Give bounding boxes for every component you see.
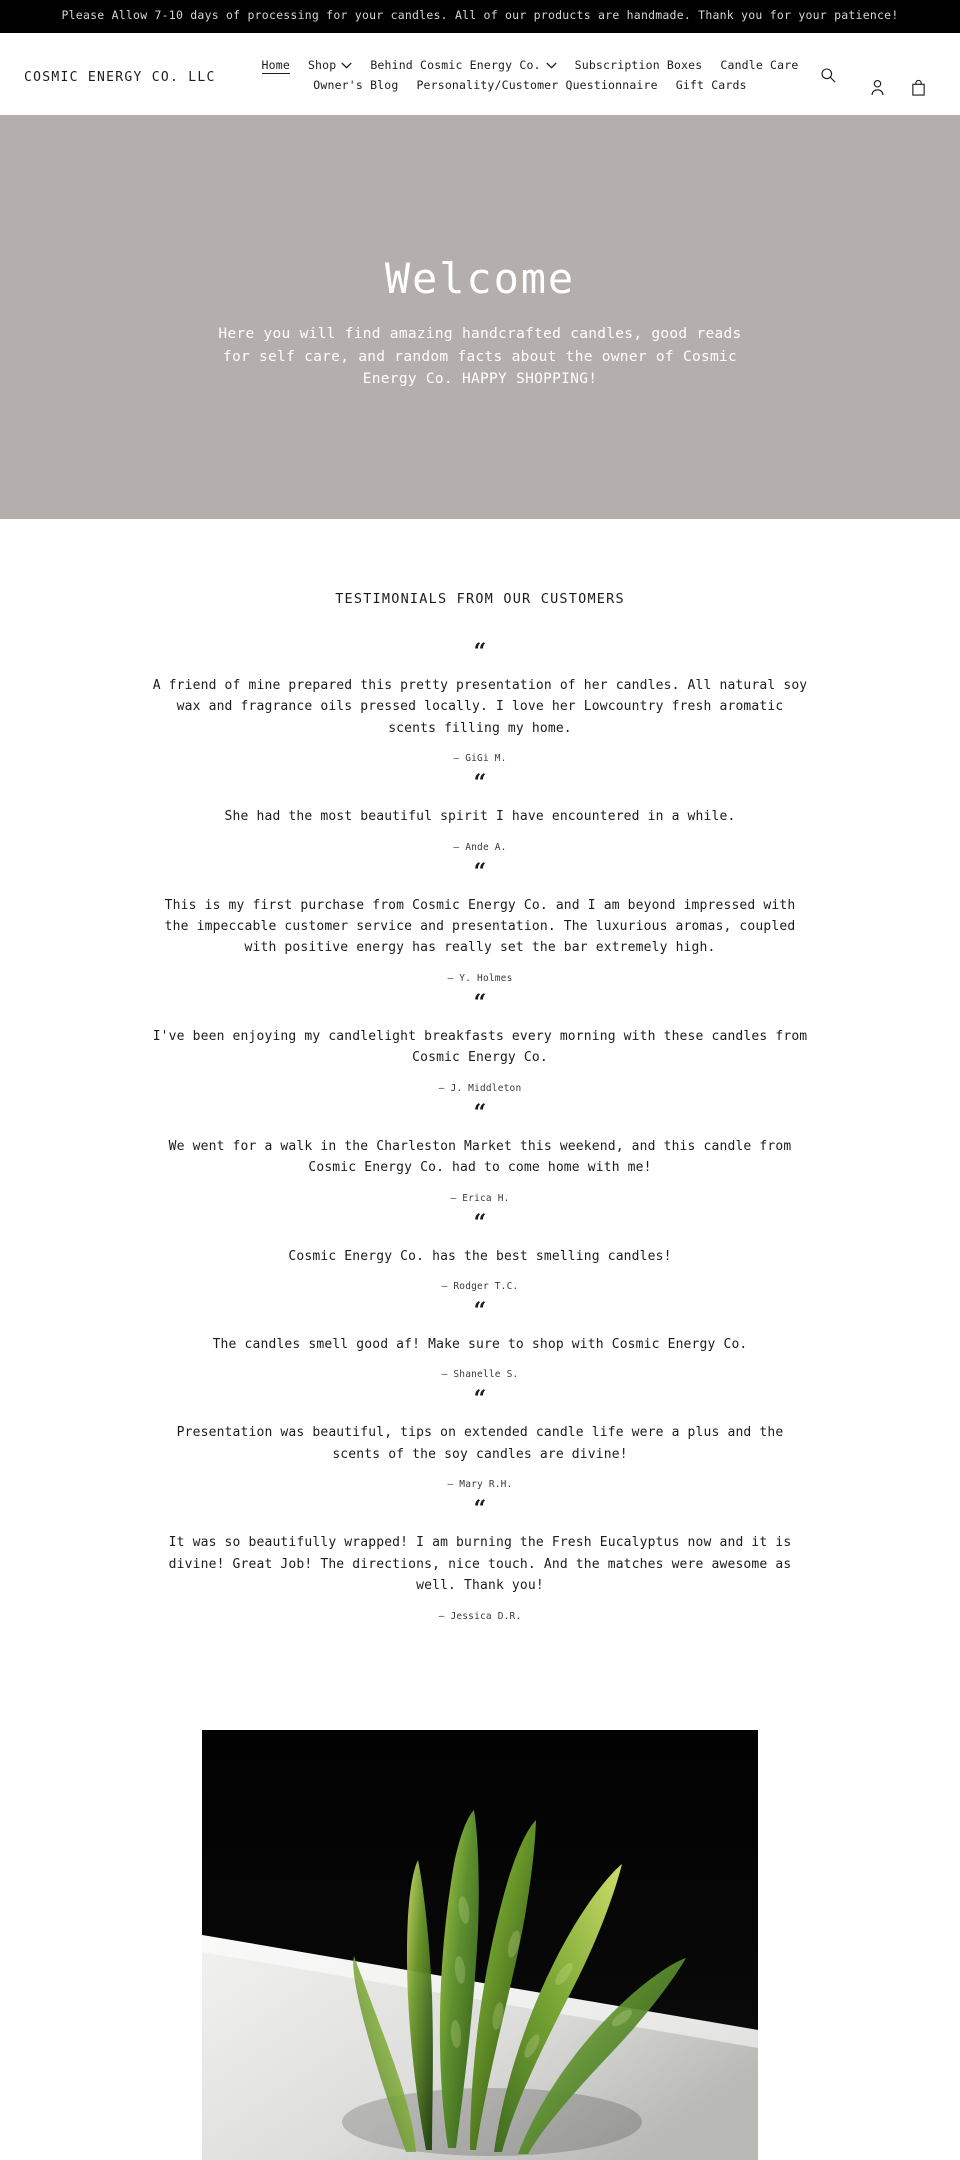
testimonial-text: We went for a walk in the Charleston Market this weekend, and this candle from Cosmic Energy Co. had to come home with me! — [168, 1138, 792, 1176]
nav-item-label: Candle Care — [720, 57, 799, 72]
nav-item-gift-cards[interactable] — [667, 75, 756, 95]
testimonial-author: — Y. Holmes — [447, 972, 513, 984]
nav-item-label: Home — [261, 57, 290, 72]
testimonial-text: It was so beautifully wrapped! I am burning the Fresh Eucalyptus now and it is divine! Great Job! The directions, nice touch. And the matches were awesome as well. Thank you! — [168, 1535, 792, 1594]
main-navigation — [250, 55, 810, 95]
search-icon[interactable] — [814, 61, 842, 89]
nav-item-behind-cosmic-energy-co[interactable] — [361, 55, 565, 75]
testimonial-text: I've been enjoying my candlelight breakfasts every morning with these candles from Cosmic Energy Co. — [152, 1028, 808, 1066]
site-header — [0, 33, 960, 115]
cart-icon[interactable] — [909, 77, 928, 98]
nav-item-label: Gift Cards — [675, 77, 747, 92]
hero-section — [0, 115, 960, 519]
logo-block — [24, 51, 224, 88]
nav-item-label: Personality/Customer Questionnaire — [416, 77, 658, 92]
testimonial-item — [130, 1498, 830, 1629]
nav-item-label: Owner's Blog — [313, 77, 399, 92]
testimonial-item — [130, 1388, 830, 1498]
quote-icon: “ — [473, 1099, 487, 1126]
testimonial-item — [130, 1099, 830, 1212]
chevron-down-icon — [341, 62, 352, 69]
testimonial-list — [0, 638, 960, 1630]
header-icons — [868, 51, 936, 98]
quote-icon: “ — [473, 1298, 487, 1325]
testimonial-author: — Rodger T.C. — [441, 1281, 519, 1293]
nav-item-label: Subscription Boxes — [574, 57, 703, 72]
snake-plant-photo — [202, 1730, 758, 2160]
testimonial-author: — Jessica D.R. — [438, 1610, 522, 1622]
testimonial-text: The candles smell good af! Make sure to shop with Cosmic Energy Co. — [212, 1337, 748, 1353]
nav-item-owner-s-blog[interactable] — [304, 75, 407, 95]
testimonial-text: Cosmic Energy Co. has the best smelling candles! — [288, 1248, 672, 1264]
quote-icon: “ — [473, 1209, 487, 1236]
nav-item-personality-customer-questionnaire[interactable] — [407, 75, 666, 95]
quote-icon: “ — [473, 989, 487, 1016]
quote-icon: “ — [473, 1496, 487, 1523]
quote-icon: “ — [473, 858, 487, 885]
hero-title: Welcome — [384, 253, 576, 303]
quote-icon: “ — [473, 770, 487, 797]
testimonial-item — [130, 1300, 830, 1388]
site-logo[interactable]: COSMIC ENERGY CO. LLC — [24, 69, 216, 85]
testimonial-text: A friend of mine prepared this pretty presentation of her candles. All natural soy wax and fragrance oils pressed locally. I love her Lowcountry fresh aromatic scents filling my home. — [152, 677, 808, 736]
testimonial-item — [130, 638, 830, 772]
testimonial-item — [130, 989, 830, 1102]
testimonial-author: — Mary R.H. — [447, 1479, 513, 1491]
chevron-down-icon — [546, 62, 557, 69]
nav-item-shop[interactable] — [299, 55, 361, 75]
announcement-bar: Please Allow 7-10 days of processing for your candles. All of our products are handmade. Thank you for your patience! — [0, 0, 960, 33]
quote-icon: “ — [473, 1386, 487, 1413]
section-title: TESTIMONIALS FROM OUR CUSTOMERS — [335, 590, 625, 607]
testimonials-section — [0, 519, 960, 1670]
testimonial-text: This is my first purchase from Cosmic Energy Co. and I am beyond impressed with the impeccable customer service and presentation. The luxurious aromas, coupled with positive energy has really set the bar extremely high. — [164, 897, 796, 956]
nav-item-candle-care[interactable] — [711, 55, 807, 75]
nav-item-home[interactable] — [253, 55, 299, 75]
nav-item-label: Behind Cosmic Energy Co. — [370, 57, 541, 72]
testimonial-item — [130, 858, 830, 992]
testimonial-item — [130, 1209, 830, 1300]
testimonial-author: — Ande A. — [453, 841, 507, 853]
testimonial-author: — GiGi M. — [453, 753, 507, 765]
testimonial-item — [130, 772, 830, 860]
testimonial-author: — J. Middleton — [438, 1082, 522, 1094]
account-icon[interactable] — [868, 77, 887, 98]
testimonial-text: Presentation was beautiful, tips on extended candle life were a plus and the scents of the soy candles are divine! — [176, 1425, 784, 1462]
feature-image-section — [0, 1670, 960, 2160]
nav-item-subscription-boxes[interactable] — [566, 55, 712, 75]
navigation-wrapper — [224, 51, 868, 95]
testimonial-text: She had the most beautiful spirit I have encountered in a while. — [224, 809, 736, 825]
nav-item-label: Shop — [307, 57, 337, 72]
testimonial-author: — Erica H. — [450, 1192, 510, 1204]
hero-subtitle: Here you will find amazing handcrafted candles, good reads for self care, and random facts about the owner of Cosmic Energy Co. HAPPY SHOPPING! — [218, 326, 742, 388]
testimonial-author: — Shanelle S. — [441, 1369, 519, 1381]
quote-icon: “ — [473, 638, 487, 665]
